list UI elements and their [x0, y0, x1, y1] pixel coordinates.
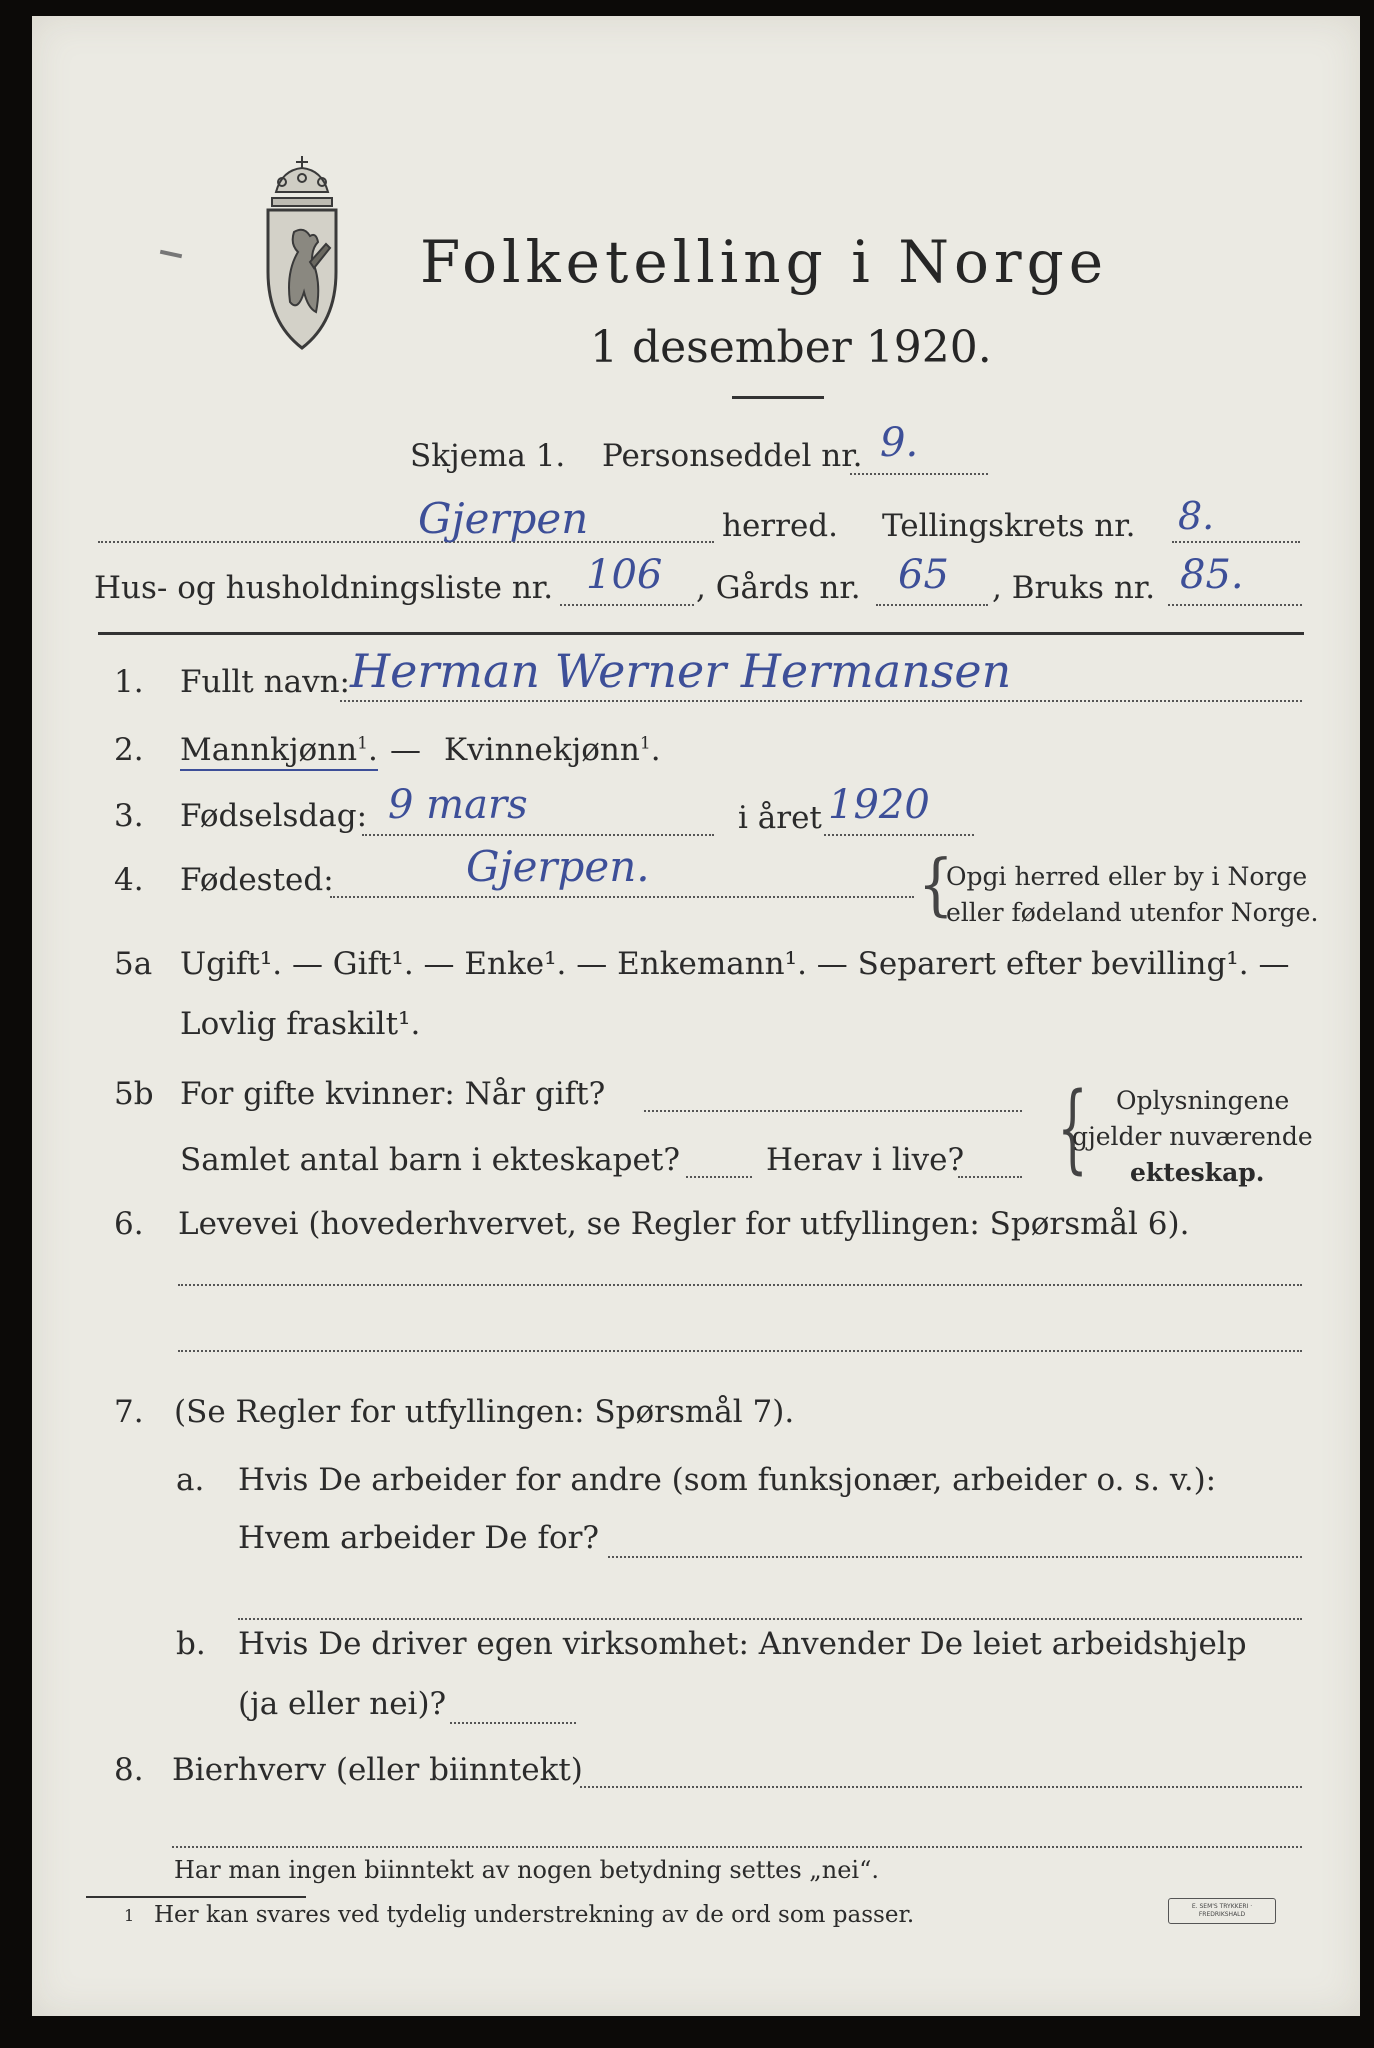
q1-line [340, 700, 1302, 702]
q5b-alive-label: Herav i live? [766, 1142, 965, 1178]
hus-label: Hus- og husholdningsliste nr. [94, 570, 554, 606]
birth-year-value[interactable]: 1920 [828, 782, 930, 828]
footnote-mark: 1 [124, 1906, 135, 1925]
printer-stamp-text: E. SEM'S TRYKKERI · FREDRIKSHALD [1191, 1903, 1253, 1918]
q5b-number: 5b [114, 1076, 154, 1112]
q5b-note-line2: gjelder nuværende [1072, 1122, 1313, 1151]
q2-number: 2. [114, 732, 144, 768]
q1-number: 1. [114, 664, 144, 700]
tellingskrets-label: Tellingskrets nr. [882, 508, 1136, 544]
q7-number: 7. [114, 1394, 144, 1430]
birthday-value[interactable]: 9 mars [388, 782, 528, 828]
q8-answer-line [580, 1786, 1302, 1788]
full-name-value[interactable]: Herman Werner Hermansen [350, 644, 1012, 698]
q5b-note-line1: Oplysningene [1116, 1086, 1290, 1115]
bruks-value[interactable]: 85. [1180, 552, 1244, 598]
gards-label: , Gårds nr. [696, 570, 861, 606]
personseddel-line [850, 473, 988, 475]
q8-label: Bierhverv (eller biinntekt) [172, 1752, 583, 1788]
q5b-children-line [686, 1176, 752, 1178]
q5a-number: 5a [114, 946, 153, 982]
personseddel-label: Personseddel nr. [602, 438, 863, 474]
q2-separator: — [390, 732, 421, 768]
header-divider [98, 632, 1304, 635]
q6-label: Levevei (hovederhvervet, se Regler for utfyllingen: Spørsmål 6). [178, 1206, 1190, 1242]
q3-line [362, 834, 714, 836]
skjema-label: Skjema 1. [410, 438, 566, 474]
q8-number: 8. [114, 1752, 144, 1788]
gards-value[interactable]: 65 [898, 552, 949, 598]
personseddel-value[interactable]: 9. [880, 420, 919, 466]
q7a-number: a. [176, 1462, 205, 1498]
form-title: Folketelling i Norge [420, 228, 1109, 296]
q5b-when-married-line [644, 1110, 1022, 1112]
q7a-line1: Hvis De arbeider for andre (som funksjonær, arbeider o. s. v.): [238, 1462, 1217, 1498]
stray-mark [160, 250, 182, 258]
q5b-when-married-label: For gifte kvinner: Når gift? [180, 1076, 606, 1112]
norwegian-coat-of-arms-icon [246, 152, 358, 352]
q4-note-line2: eller fødeland utenfor Norge. [946, 898, 1319, 927]
q4-number: 4. [114, 862, 144, 898]
q7a-answer-line [608, 1556, 1302, 1558]
q1-label: Fullt navn: [180, 664, 350, 700]
q5b-note-brace: { [1057, 1072, 1088, 1184]
q4-label: Fødested: [180, 862, 334, 898]
birthplace-value[interactable]: Gjerpen. [466, 842, 650, 891]
tellingskrets-line [1172, 541, 1300, 543]
q5a-options-line2[interactable]: Lovlig fraskilt¹. [180, 1006, 421, 1042]
herred-label: herred. [722, 508, 838, 544]
gards-line [876, 604, 988, 606]
bruks-line [1168, 604, 1302, 606]
q7b-line1: Hvis De driver egen virksomhet: Anvender De leiet arbeidshjelp [238, 1626, 1247, 1662]
q7-label: (Se Regler for utfyllingen: Spørsmål 7). [174, 1394, 795, 1430]
hus-value[interactable]: 106 [586, 552, 663, 598]
q5b-children-label: Samlet antal barn i ekteskapet? [180, 1142, 680, 1178]
q6-number: 6. [114, 1206, 144, 1242]
q8-note: Har man ingen biinntekt av nogen betydning settes „nei“. [174, 1856, 879, 1884]
footnote-text: Her kan svares ved tydelig understrekning av de ord som passer. [154, 1902, 915, 1928]
hus-line [560, 604, 694, 606]
q6-line1 [178, 1284, 1302, 1286]
q5a-options[interactable]: Ugift¹. — Gift¹. — Enke¹. — Enkemann¹. — Separert efter bevilling¹. — [180, 946, 1290, 982]
q4-note-brace: { [918, 846, 954, 925]
q5b-note-line3: ekteskap. [1130, 1158, 1265, 1187]
q7b-number: b. [176, 1626, 206, 1662]
title-rule [732, 396, 824, 399]
q3-year-label: i året [738, 800, 822, 836]
q2-female-option[interactable]: Kvinnekjønn$^1$. [444, 732, 661, 768]
q4-line [330, 896, 914, 898]
q5b-alive-line [958, 1176, 1022, 1178]
q6-line2 [178, 1350, 1302, 1352]
bruks-label: , Bruks nr. [992, 570, 1156, 606]
q7b-answer-line [450, 1722, 576, 1724]
q4-note-line1: Opgi herred eller by i Norge [946, 862, 1308, 891]
q8-answer-line2 [172, 1846, 1302, 1848]
q7b-line2: (ja eller nei)? [238, 1686, 447, 1722]
q2-male-option[interactable]: Mannkjønn$^1$. [180, 732, 378, 771]
census-date: 1 desember 1920. [590, 322, 992, 373]
q3-number: 3. [114, 798, 144, 834]
herred-line [98, 541, 714, 543]
tellingskrets-value[interactable]: 8. [1178, 494, 1215, 538]
q3-label: Fødselsdag: [180, 798, 368, 834]
census-form-page [32, 16, 1360, 2016]
printer-stamp [1168, 1898, 1276, 1924]
q7a-line2: Hvem arbeider De for? [238, 1520, 600, 1556]
q3-year-line [824, 834, 974, 836]
herred-value[interactable]: Gjerpen [418, 494, 589, 543]
q7a-answer-line2 [238, 1618, 1302, 1620]
footnote-rule [86, 1896, 306, 1898]
